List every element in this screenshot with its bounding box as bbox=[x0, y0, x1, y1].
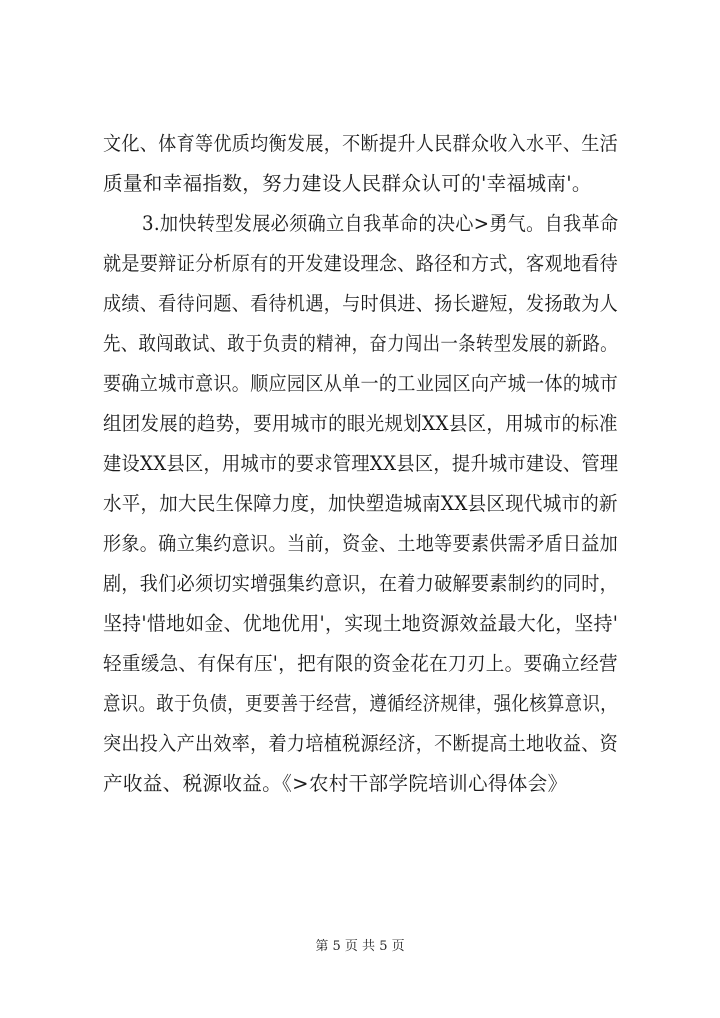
body-line: 建设XX县区，用城市的要求管理XX县区，提升城市建设、管理 bbox=[103, 452, 619, 475]
body-line: 水平，加大民生保障力度，加快塑造城南XX县区现代城市的新 bbox=[103, 492, 618, 515]
paragraph-start-line: 3.加快转型发展必须确立自我革命的决心>勇气。自我革命 bbox=[142, 212, 619, 235]
body-line: 要确立城市意识。顺应园区从单一的工业园区向产城一体的城市 bbox=[103, 372, 619, 395]
body-line: 产收益、税源收益。《>农村干部学院培训心得体会》 bbox=[103, 772, 568, 795]
body-line: 剧，我们必须切实增强集约意识，在着力破解要素制约的同时， bbox=[103, 572, 619, 595]
body-line: 坚持'惜地如金、优地优用'，实现土地资源效益最大化，坚持' bbox=[103, 612, 619, 635]
body-line: 形象。确立集约意识。当前，资金、土地等要素供需矛盾日益加 bbox=[103, 532, 619, 555]
body-line: 先、敢闯敢试、敢于负责的精神，奋力闯出一条转型发展的新路。 bbox=[103, 332, 618, 355]
body-line: 文化、体育等优质均衡发展，不断提升人民群众收入水平、生活 bbox=[103, 132, 619, 155]
page-footer: 第 5 页 共 5 页 bbox=[315, 939, 405, 954]
body-line: 就是要辩证分析原有的开发建设理念、路径和方式，客观地看待 bbox=[103, 252, 619, 275]
body-line: 质量和幸福指数，努力建设人民群众认可的'幸福城南'。 bbox=[103, 172, 592, 195]
body-line: 轻重缓急、有保有压'，把有限的资金花在刀刃上。要确立经营 bbox=[103, 652, 618, 675]
body-line: 成绩、看待问题、看待机遇，与时俱进、扬长避短，发扬敢为人 bbox=[103, 292, 619, 315]
body-line: 意识。敢于负债，更要善于经营，遵循经济规律，强化核算意识， bbox=[103, 692, 618, 715]
body-line: 组团发展的趋势，要用城市的眼光规划XX县区，用城市的标准 bbox=[103, 412, 618, 435]
body-line: 突出投入产出效率，着力培植税源经济，不断提高土地收益、资 bbox=[103, 732, 619, 755]
